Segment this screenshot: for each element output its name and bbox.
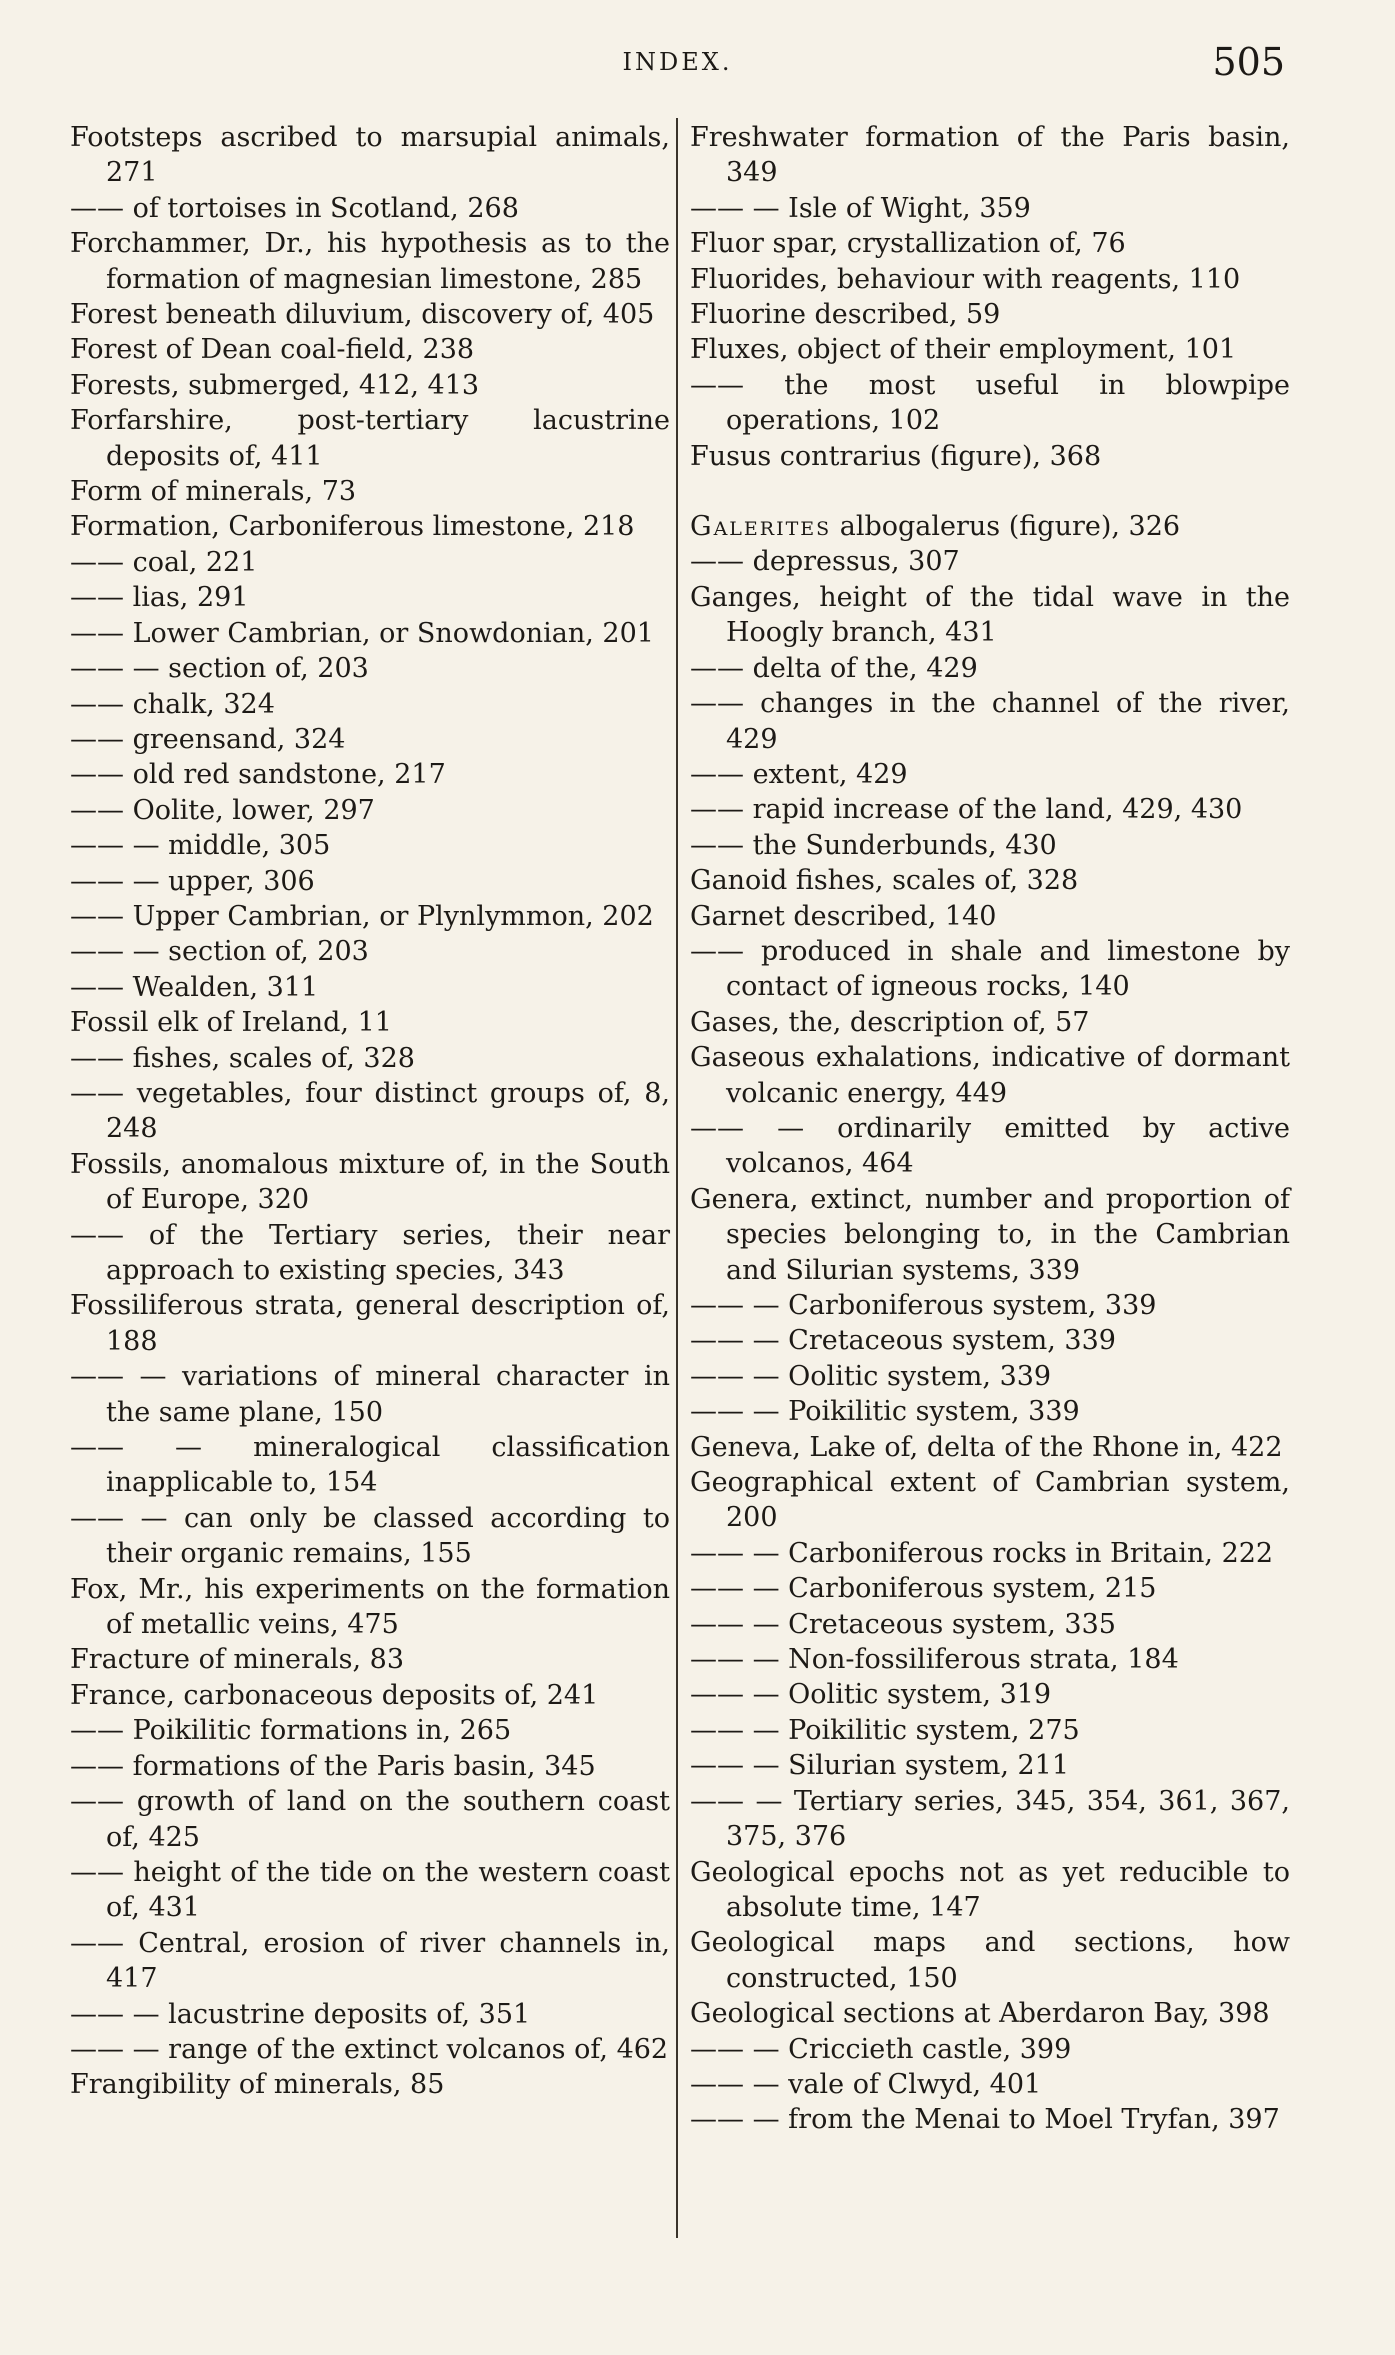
index-entry: —— extent, 429 (690, 758, 908, 790)
index-entry: —— — section of, 203 (70, 936, 369, 968)
index-entry: —— lias, 291 (70, 582, 249, 614)
f-entries-continued (690, 120, 1290, 474)
index-entry: Fracture of minerals, 83 (70, 1644, 405, 1676)
running-head: INDEX. (622, 48, 733, 76)
index-entry: Fossiliferous strata, general description of, 188 (70, 1290, 670, 1357)
index-entry: —— height of the tide on the western coast of, 431 (70, 1856, 670, 1924)
index-entry: —— — variations of mineral character in the same plane, 150 (70, 1361, 670, 1428)
index-entry: —— — vale of Clwyd, 401 (690, 2068, 1042, 2100)
index-entry: Fossils, anomalous mixture of, in the South of Europe, 320 (70, 1148, 670, 1216)
index-entry: Gases, the, description of, 57 (690, 1006, 1090, 1038)
page-header (70, 40, 1285, 90)
index-entry: Forfarshire, post-tertiary lacustrine deposits of, 411 (70, 405, 670, 472)
index-entry: —— — section of, 203 (70, 653, 369, 685)
small-caps-headword: Galerites (690, 511, 832, 543)
index-entry: —— Central, erosion of river channels in, 417 (70, 1927, 670, 1995)
index-entry: —— — can only be classed according to their organic remains, 155 (70, 1502, 670, 1570)
index-entry: —— the most useful in blowpipe operations, 102 (690, 369, 1290, 437)
index-entry: Fluxes, object of their employment, 101 (690, 334, 1237, 366)
index-entry: Fluorides, behaviour with reagents, 110 (690, 263, 1241, 295)
index-entry: —— delta of the, 429 (690, 652, 978, 684)
index-entry: Forest of Dean coal-field, 238 (70, 334, 475, 366)
index-entry: —— — Criccieth castle, 399 (690, 2033, 1072, 2065)
index-entry: —— — Poikilitic system, 339 (690, 1396, 1080, 1428)
index-entry: —— Lower Cambrian, or Snowdonian, 201 (70, 617, 654, 649)
index-entry-g-heading: Galerites albogalerus (figure), 326 (690, 511, 1181, 543)
index-entry: —— — mineralogical classification inapplicable to, 154 (70, 1432, 670, 1499)
index-entry: —— old red sandstone, 217 (70, 759, 446, 791)
index-entry: Form of minerals, 73 (70, 476, 357, 508)
index-entry: Footsteps ascribed to marsupial animals, 271 (70, 122, 670, 189)
index-entry: —— produced in shale and limestone by contact of igneous rocks, 140 (690, 935, 1290, 1003)
index-entry: —— — upper, 306 (70, 865, 315, 897)
index-entry: —— growth of land on the southern coast of, 425 (70, 1786, 670, 1853)
index-entry: —— rapid increase of the land, 429, 430 (690, 794, 1243, 826)
index-entry: —— of the Tertiary series, their near approach to existing species, 343 (70, 1219, 670, 1286)
index-entry: Forest beneath diluvium, discovery of, 405 (70, 299, 655, 331)
index-entry: Forests, submerged, 412, 413 (70, 369, 480, 401)
index-entry: Ganoid fishes, scales of, 328 (690, 865, 1079, 897)
index-entry: —— — Oolitic system, 319 (690, 1679, 1052, 1711)
index-entry: —— — Silurian system, 211 (690, 1750, 1070, 1782)
index-entry: Gaseous exhalations, indicative of dormant volcanic energy, 449 (690, 1042, 1290, 1109)
index-entry: Geological maps and sections, how constructed, 150 (690, 1927, 1290, 1994)
index-entry: Geological epochs not as yet reducible to absolute time, 147 (690, 1856, 1290, 1923)
index-entry: —— — middle, 305 (70, 830, 331, 862)
index-entry: Ganges, height of the tidal wave in the Hoogly branch, 431 (690, 581, 1290, 649)
index-entry: —— — Carboniferous system, 215 (690, 1573, 1157, 1605)
index-entry: Frangibility of minerals, 85 (70, 2069, 445, 2101)
index-entry: Fluor spar, crystallization of, 76 (690, 228, 1126, 260)
index-entry: —— Poikilitic formations in, 265 (70, 1715, 512, 1747)
index-entry: —— Upper Cambrian, or Plynlymmon, 202 (70, 900, 654, 932)
index-entry: —— the Sunderbunds, 430 (690, 829, 1057, 861)
index-entry: Fluorine described, 59 (690, 299, 1001, 331)
index-entry: Genera, extinct, number and proportion of species belonging to, in the Cambrian and Silurian systems, 339 (690, 1183, 1290, 1286)
index-entry: —— — Isle of Wight, 359 (690, 192, 1031, 224)
index-entry: Geographical extent of Cambrian system, 200 (690, 1467, 1290, 1534)
index-entry: —— — Non-fossiliferous strata, 184 (690, 1644, 1179, 1676)
index-entry: —— Wealden, 311 (70, 971, 319, 1003)
column-divider (676, 118, 678, 2238)
page-number: 505 (1212, 40, 1285, 84)
index-entry: Forchammer, Dr., his hypothesis as to the formation of magnesian limestone, 285 (70, 228, 670, 295)
index-entry: —— greensand, 324 (70, 723, 346, 755)
index-entry: —— chalk, 324 (70, 688, 275, 720)
index-entry: —— — Tertiary series, 345, 354, 361, 367, 375, 376 (690, 1785, 1290, 1853)
index-entry: —— coal, 221 (70, 546, 258, 578)
index-entry: —— vegetables, four distinct groups of, 8, 248 (70, 1077, 670, 1145)
index-entry: France, carbonaceous deposits of, 241 (70, 1679, 599, 1711)
index-entry: —— — range of the extinct volcanos of, 462 (70, 2033, 669, 2065)
letter-gap (690, 474, 1290, 509)
index-entry: —— — Poikilitic system, 275 (690, 1714, 1080, 1746)
left-index-column (70, 120, 670, 2103)
index-entry: —— of tortoises in Scotland, 268 (70, 192, 519, 224)
index-entry: —— — Carboniferous rocks in Britain, 222 (690, 1537, 1274, 1569)
index-entry: —— formations of the Paris basin, 345 (70, 1750, 596, 1782)
index-entry: Fox, Mr., his experiments on the formation of metallic veins, 475 (70, 1573, 670, 1641)
index-entry: —— — lacustrine deposits of, 351 (70, 1998, 531, 2030)
index-entry: —— — Cretaceous system, 335 (690, 1608, 1116, 1640)
index-entry: Fusus contrarius (figure), 368 (690, 440, 1102, 472)
g-entries (690, 544, 1290, 2137)
index-entry: —— — Cretaceous system, 339 (690, 1325, 1116, 1357)
index-entry: Geneva, Lake of, delta of the Rhone in, 422 (690, 1431, 1283, 1463)
index-entry: Fossil elk of Ireland, 11 (70, 1007, 392, 1039)
index-entry: —— depressus, 307 (690, 546, 960, 578)
index-entry: Formation, Carboniferous limestone, 218 (70, 511, 635, 543)
index-entry: —— fishes, scales of, 328 (70, 1042, 415, 1074)
index-entry: —— — Carboniferous system, 339 (690, 1290, 1157, 1321)
index-entry: Garnet described, 140 (690, 900, 997, 932)
index-entry: —— changes in the channel of the river, 429 (690, 688, 1290, 755)
index-entry: —— — ordinarily emitted by active volcanos, 464 (690, 1112, 1290, 1180)
right-index-column (690, 120, 1290, 2138)
index-entry: —— — Oolitic system, 339 (690, 1360, 1052, 1392)
index-entry: —— — from the Menai to Moel Tryfan, 397 (690, 2104, 1280, 2136)
index-entry: Geological sections at Aberdaron Bay, 398 (690, 1998, 1270, 2030)
index-entry: —— Oolite, lower, 297 (70, 794, 375, 826)
index-entry: Freshwater formation of the Paris basin, 349 (690, 122, 1290, 189)
